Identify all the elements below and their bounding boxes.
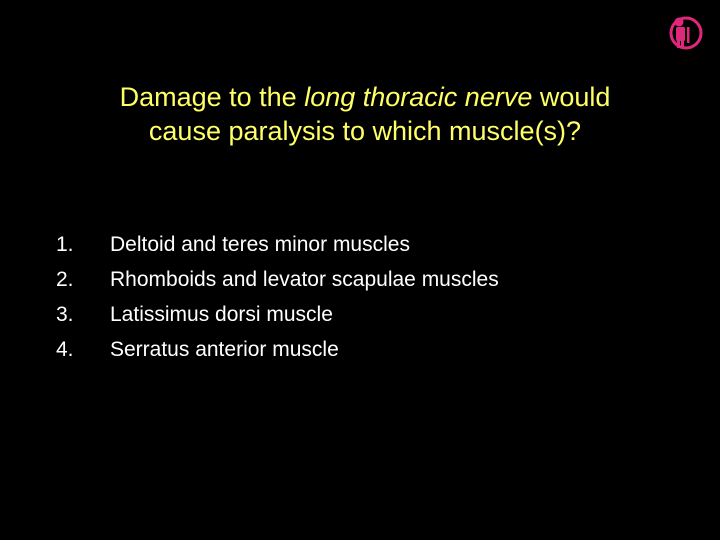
question-emphasis: long thoracic nerve (304, 82, 533, 112)
answer-text: Serratus anterior muscle (110, 338, 339, 361)
answer-number: 4. (56, 338, 74, 361)
answer-number: 3. (56, 303, 74, 326)
answer-number: 2. (56, 268, 74, 291)
answer-text: Rhomboids and levator scapulae muscles (110, 268, 499, 291)
answer-option-3[interactable] (56, 297, 499, 332)
question-text-after: would (532, 82, 611, 112)
question-text-before: Damage to the (119, 82, 305, 112)
answer-option-1[interactable] (56, 227, 499, 262)
question-line-1 (60, 80, 670, 114)
answer-list (56, 227, 499, 367)
question-line-2: cause paralysis to which muscle(s)? (148, 116, 582, 146)
question-title (60, 80, 670, 148)
answer-text: Deltoid and teres minor muscles (110, 233, 410, 256)
answer-number: 1. (56, 233, 74, 256)
answer-option-4[interactable] (56, 332, 499, 367)
person-logo-icon (667, 14, 705, 52)
answer-text: Latissimus dorsi muscle (110, 303, 333, 326)
answer-option-2[interactable] (56, 262, 499, 297)
